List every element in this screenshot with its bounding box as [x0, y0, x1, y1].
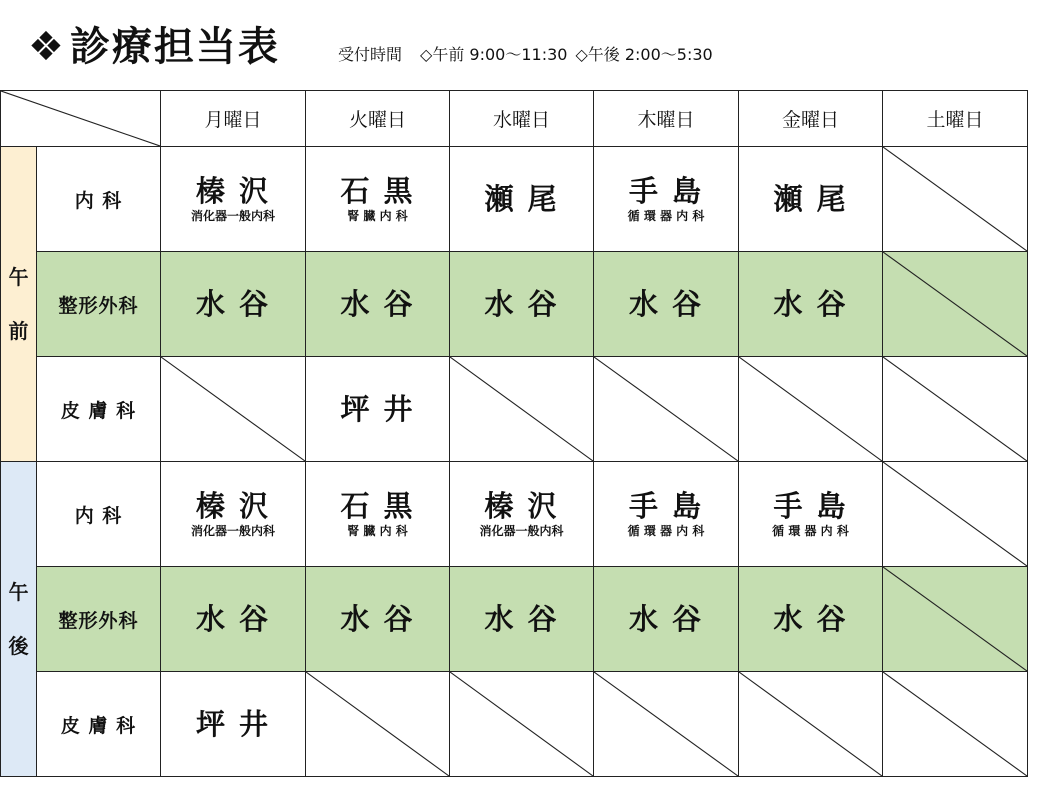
department-label: 皮 膚 科 — [37, 357, 161, 462]
day-header: 月曜日 — [161, 91, 306, 147]
schedule-row — [1, 462, 1028, 567]
reception-hours — [338, 44, 713, 66]
diagonal-slash — [739, 357, 882, 461]
diagonal-slash — [306, 672, 449, 776]
title-text: 診療担当表 — [69, 24, 280, 70]
doctor-cell — [450, 147, 594, 252]
doctor-cell — [161, 672, 306, 777]
diagonal-slash — [594, 357, 738, 461]
page-title — [28, 22, 280, 72]
period-label — [1, 147, 37, 462]
doctor-cell — [306, 462, 450, 567]
schedule-body — [1, 91, 1028, 777]
header — [0, 0, 1045, 90]
empty-cell — [883, 462, 1028, 567]
corner-cell — [1, 91, 161, 147]
doctor-name: 手 島 — [628, 174, 704, 208]
schedule-row — [1, 672, 1028, 777]
doctor-cell — [594, 567, 739, 672]
schedule-row — [1, 567, 1028, 672]
doctor-cell — [306, 567, 450, 672]
period-label — [1, 462, 37, 777]
doctor-cell — [161, 252, 306, 357]
schedule-row — [1, 252, 1028, 357]
day-header: 火曜日 — [306, 91, 450, 147]
doctor-name: 水 谷 — [195, 287, 271, 321]
day-header: 土曜日 — [883, 91, 1028, 147]
doctor-cell — [450, 252, 594, 357]
doctor-cell — [450, 567, 594, 672]
diagonal-slash — [450, 357, 593, 461]
empty-cell — [883, 147, 1028, 252]
doctor-cell — [450, 462, 594, 567]
doctor-cell — [594, 147, 739, 252]
doctor-cell — [594, 252, 739, 357]
diagonal-slash — [594, 672, 738, 776]
diagonal-slash — [883, 252, 1027, 356]
empty-cell — [161, 357, 306, 462]
doctor-cell — [306, 357, 450, 462]
diagonal-slash — [883, 567, 1027, 671]
diagonal-slash — [161, 357, 305, 461]
day-header: 金曜日 — [739, 91, 883, 147]
doctor-name: 榛 沢 — [195, 174, 271, 208]
diagonal-slash — [739, 672, 882, 776]
doctor-name: 手 島 — [773, 489, 848, 523]
doctor-name: 水 谷 — [340, 287, 415, 321]
schedule-row — [1, 147, 1028, 252]
doctor-cell — [306, 252, 450, 357]
doctor-cell — [594, 462, 739, 567]
doctor-name: 榛 沢 — [484, 489, 559, 523]
reception-pm: ◇午後 2:00〜5:30 — [575, 45, 713, 64]
doctor-specialty: 消化器一般内科 — [479, 524, 564, 538]
doctor-specialty: 消化器一般内科 — [190, 524, 275, 538]
header-row — [1, 91, 1028, 147]
doctor-name: 手 島 — [628, 489, 704, 523]
empty-cell — [450, 357, 594, 462]
doctor-name: 水 谷 — [773, 287, 848, 321]
period-char: 前 — [8, 319, 29, 343]
doctor-name: 水 谷 — [484, 287, 559, 321]
empty-cell — [306, 672, 450, 777]
diagonal-slash — [883, 147, 1027, 251]
period-char: 午 — [8, 265, 29, 289]
period-char: 午 — [8, 580, 29, 604]
empty-cell — [739, 357, 883, 462]
doctor-cell — [161, 567, 306, 672]
day-header: 木曜日 — [594, 91, 739, 147]
doctor-name: 坪 井 — [340, 392, 415, 426]
schedule-row — [1, 357, 1028, 462]
doctor-cell — [739, 147, 883, 252]
doctor-cell — [739, 567, 883, 672]
doctor-name: 水 谷 — [484, 602, 559, 636]
doctor-name: 榛 沢 — [195, 489, 271, 523]
department-label: 整形外科 — [37, 567, 161, 672]
department-label: 皮 膚 科 — [37, 672, 161, 777]
doctor-cell — [161, 462, 306, 567]
reception-label: 受付時間 — [338, 45, 403, 64]
doctor-cell — [306, 147, 450, 252]
doctor-specialty: 循 環 器 内 科 — [772, 524, 849, 538]
department-label: 整形外科 — [37, 252, 161, 357]
doctor-specialty: 腎 臓 内 科 — [347, 524, 408, 538]
diagonal-slash — [1, 91, 160, 146]
doctor-cell — [161, 147, 306, 252]
diagonal-slash — [450, 672, 593, 776]
doctor-name: 水 谷 — [340, 602, 415, 636]
doctor-name: 水 谷 — [628, 287, 704, 321]
doctor-specialty: 循 環 器 内 科 — [627, 524, 705, 538]
diagonal-slash — [883, 672, 1027, 776]
doctor-cell — [739, 462, 883, 567]
doctor-name: 水 谷 — [773, 602, 848, 636]
day-header: 水曜日 — [450, 91, 594, 147]
doctor-specialty: 腎 臓 内 科 — [347, 209, 408, 223]
doctor-name: 石 黒 — [340, 489, 415, 523]
department-label: 内 科 — [37, 147, 161, 252]
diagonal-slash — [883, 462, 1027, 566]
period-char: 後 — [8, 634, 29, 658]
empty-cell — [594, 672, 739, 777]
doctor-name: 石 黒 — [340, 174, 415, 208]
doctor-cell — [739, 252, 883, 357]
empty-cell — [883, 567, 1028, 672]
doctor-name: 坪 井 — [195, 707, 271, 741]
diagonal-slash — [883, 357, 1027, 461]
doctor-specialty: 循 環 器 内 科 — [627, 209, 705, 223]
empty-cell — [883, 252, 1028, 357]
empty-cell — [739, 672, 883, 777]
empty-cell — [883, 672, 1028, 777]
empty-cell — [450, 672, 594, 777]
empty-cell — [594, 357, 739, 462]
reception-am: ◇午前 9:00〜11:30 — [420, 45, 568, 64]
diamond-cluster-icon: ❖ — [28, 24, 66, 70]
department-label: 内 科 — [37, 462, 161, 567]
empty-cell — [883, 357, 1028, 462]
schedule-table — [0, 90, 1028, 777]
doctor-name: 瀬 尾 — [773, 182, 848, 216]
doctor-name: 水 谷 — [628, 602, 704, 636]
doctor-specialty: 消化器一般内科 — [190, 209, 275, 223]
doctor-name: 瀬 尾 — [484, 182, 559, 216]
doctor-name: 水 谷 — [195, 602, 271, 636]
